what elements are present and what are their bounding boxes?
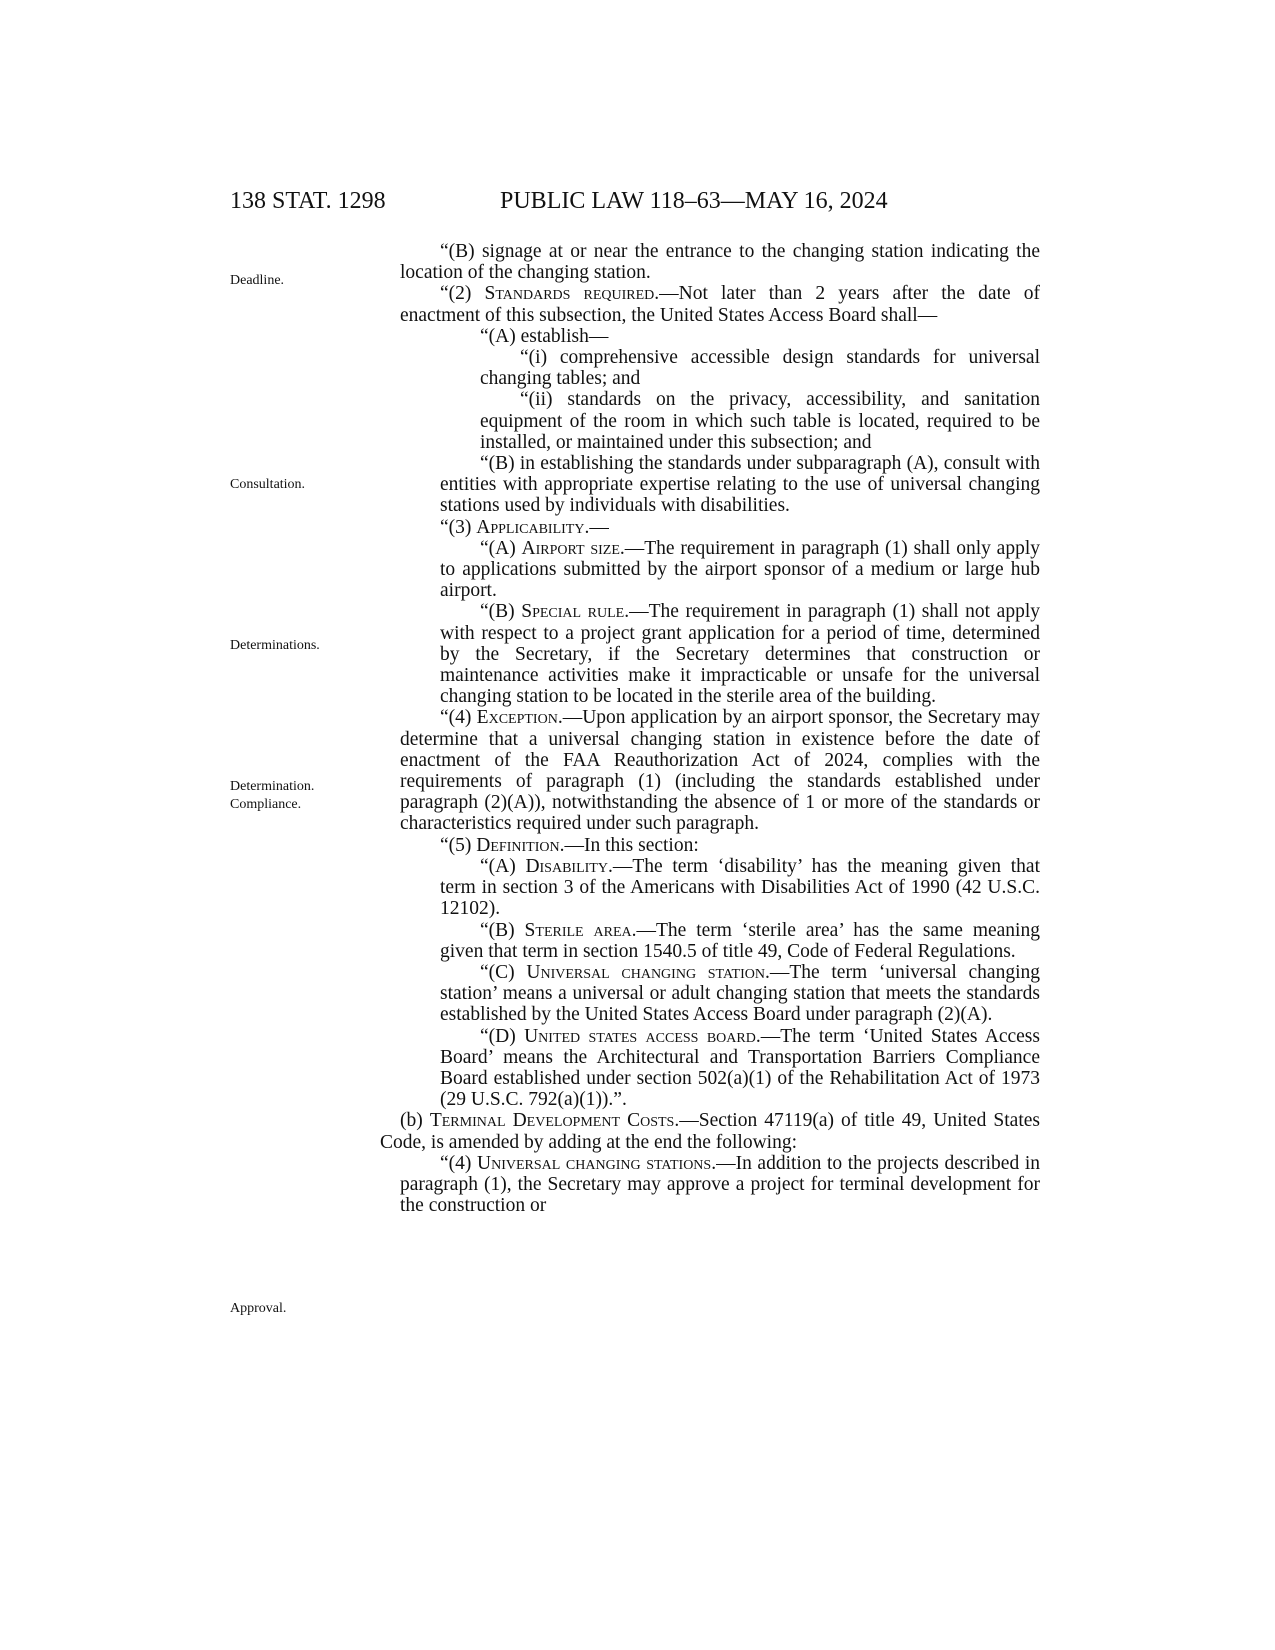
definition-sterile-area-text: .—The term ‘sterile area’ has the same meaning given that term in section 1540.5 of title 49, Code of Federal Regulations. (440, 919, 1040, 962)
clause-2a-ii: “(ii) standards on the privacy, accessibility, and sanitation equipment of the room in which such table is located, required to be installed, or maintained under this subsection; and (480, 389, 1040, 453)
subparagraph-3b-text: .—The requirement in paragraph (1) shall not apply with respect to a project grant application for a period of time, determined by the Secretary, if the Secretary determines that construction or maintenance activities make it impracticable or unsafe for the universal changing station to be located in the sterile area of the building. (440, 601, 1040, 708)
subparagraph-3b-number: “(B) (480, 601, 522, 623)
paragraph-4-heading: Exception (476, 707, 558, 729)
paragraph-3-applicability (380, 517, 1040, 538)
statute-reference: 138 STAT. 1298 (230, 188, 386, 214)
margin-note-compliance: Compliance. (230, 797, 302, 812)
paragraph-2-standards-required (380, 283, 1040, 325)
margin-note-consultation: Consultation. (230, 477, 306, 492)
definition-united-states-access-board (380, 1026, 1040, 1111)
definition-sterile-area (380, 920, 1040, 962)
definition-usab-number: “(D) (480, 1025, 525, 1047)
definition-ucs-heading: Universal changing station (526, 961, 765, 983)
margin-note-determination: Determination. (230, 779, 315, 794)
paragraph-5-number: “(5) (440, 834, 477, 856)
paragraph-b-signage: “(B) signage at or near the entrance to the changing station indicating the location of the changing station. (400, 241, 1040, 284)
paragraph-3-number: “(3) (440, 516, 477, 538)
paragraph-4-number: “(4) (440, 707, 477, 729)
subparagraph-3a-number: “(A) (480, 537, 522, 559)
subsection-b-heading: Terminal Development Costs (429, 1110, 675, 1132)
paragraph-4u-number: “(4) (440, 1152, 478, 1174)
paragraph-4-exception (380, 707, 1040, 834)
definition-sterile-area-number: “(B) (480, 919, 525, 941)
paragraph-3-heading: Applicability (476, 516, 585, 538)
clause-2a-i: “(i) comprehensive accessible design standards for universal changing tables; and (480, 347, 1040, 390)
paragraph-2-heading: Standards required (484, 283, 655, 305)
margin-note-deadline: Deadline. (230, 273, 285, 288)
subparagraph-3b-heading: Special rule (521, 601, 625, 623)
definition-universal-changing-station (380, 962, 1040, 1026)
paragraph-4-universal-changing-stations (380, 1153, 1040, 1217)
paragraph-4u-heading: Universal changing stations (477, 1152, 712, 1174)
definition-disability-text: .—The term ‘disability’ has the meaning given that term in section 3 of the Americans with Disabilities Act of 1990 (42 U.S.C. 12102). (440, 855, 1040, 920)
definition-usab-heading: United states access board (524, 1025, 756, 1047)
paragraph-4-text: .—Upon application by an airport sponsor, the Secretary may determine that a universal changing station in existence before the date of enactment of the FAA Reauthorization Act of 2024, complies with the requirements of paragraph (1) (including the standards established under paragraph (2)(A)), notwithstanding the absence of 1 or more of the standards or characteristics required under such paragraph. (400, 707, 1040, 835)
paragraph-5-definition (380, 835, 1040, 856)
subparagraph-3a-text: .—The requirement in paragraph (1) shall only apply to applications submitted by the airport sponsor of a medium or large hub airport. (440, 537, 1040, 602)
paragraph-4u-text: .—In addition to the projects described in paragraph (1), the Secretary may approve a project for terminal development for the construction or (400, 1152, 1040, 1217)
definition-ucs-number: “(C) (480, 961, 527, 983)
definition-sterile-area-heading: Sterile area (524, 919, 632, 941)
paragraph-5-heading: Definition (476, 834, 560, 856)
paragraph-5-text: .—In this section: (559, 834, 699, 856)
paragraph-2-number: “(2) (440, 283, 485, 305)
margin-note-determinations: Determinations. (230, 638, 320, 653)
paragraph-2-text: .—Not later than 2 years after the date of enactment of this subsection, the United States Access Board shall— (400, 283, 1040, 326)
subparagraph-2a: “(A) establish— (480, 325, 609, 347)
definition-usab-text: .—The term ‘United States Access Board’ means the Architectural and Transportation Barriers Compliance Board established under section 502(a)(1) of the Rehabilitation Act of 1973 (29 U.S.C. 792(a)(1)).”. (440, 1025, 1040, 1111)
margin-note-approval: Approval. (230, 1301, 287, 1316)
subsection-b-number: (b) (400, 1110, 430, 1132)
subparagraph-3b-special-rule (380, 601, 1040, 707)
definition-disability-number: “(A) (480, 855, 526, 877)
definition-disability-heading: Disability (525, 855, 608, 877)
document-body (380, 241, 1040, 1216)
page-title: PUBLIC LAW 118–63—MAY 16, 2024 (500, 188, 888, 214)
subparagraph-3a-airport-size (380, 538, 1040, 602)
subparagraph-2b: “(B) in establishing the standards under subparagraph (A), consult with entities with appropriate expertise relating to the use of universal changing stations used by individuals with disabilities. (440, 453, 1040, 517)
paragraph-3-dash: .— (584, 516, 609, 538)
subsection-b-text: .—Section 47119(a) of title 49, United States Code, is amended by adding at the end the following: (380, 1110, 1040, 1153)
definition-ucs-text: .—The term ‘universal changing station’ means a universal or adult changing station that meets the standards established by the United States Access Board under paragraph (2)(A). (440, 961, 1040, 1026)
subsection-b-terminal-development-costs (380, 1110, 1040, 1152)
subparagraph-3a-heading: Airport size (521, 537, 620, 559)
definition-disability (380, 856, 1040, 920)
